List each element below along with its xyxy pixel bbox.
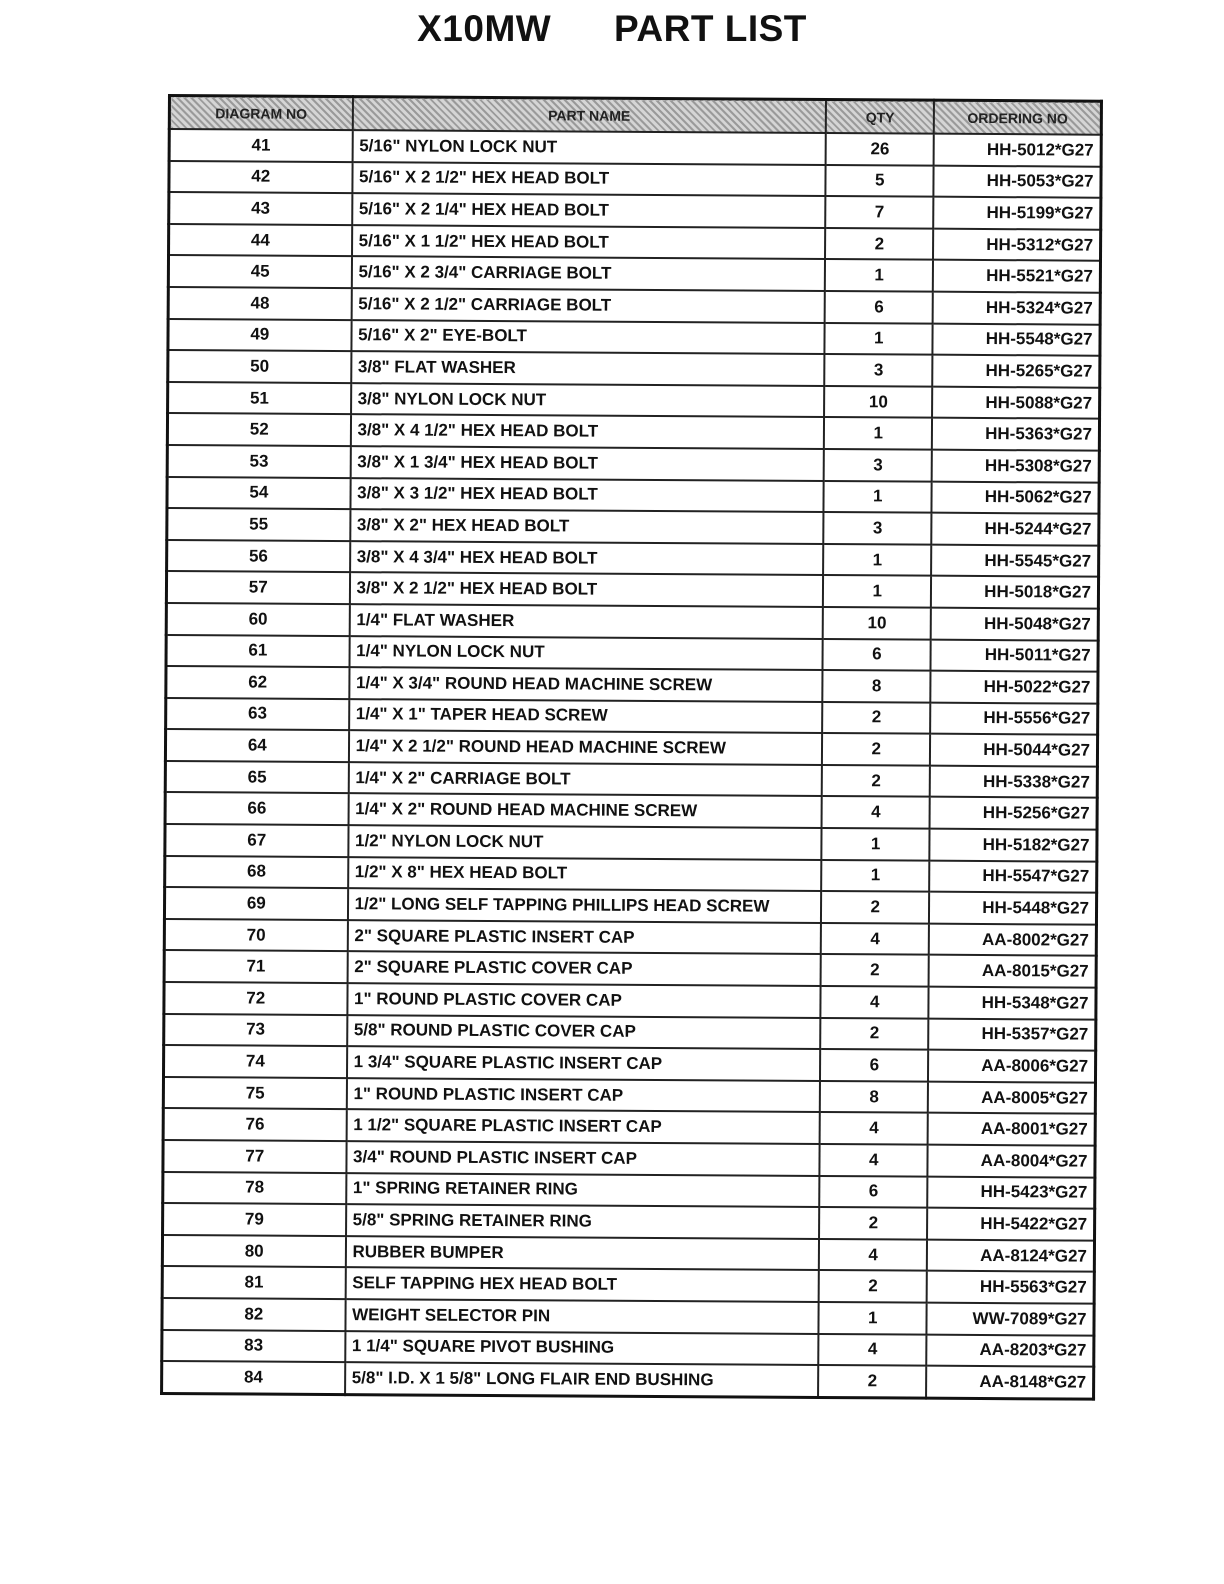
ordering-no-cell: HH-5048*G27 bbox=[931, 608, 1098, 641]
qty-cell: 2 bbox=[821, 891, 930, 923]
diagram-no-cell: 55 bbox=[167, 508, 350, 541]
ordering-no-cell: AA-8004*G27 bbox=[928, 1145, 1095, 1178]
ordering-no-cell: HH-5357*G27 bbox=[929, 1018, 1096, 1051]
col-header-ordering-no: ORDERING NO bbox=[934, 100, 1101, 135]
qty-cell: 1 bbox=[825, 323, 934, 355]
model-number: X10MW bbox=[417, 8, 552, 49]
diagram-no-cell: 62 bbox=[166, 666, 349, 699]
diagram-no-cell: 83 bbox=[162, 1330, 345, 1363]
ordering-no-cell: HH-5563*G27 bbox=[927, 1271, 1094, 1304]
part-name-cell: 3/8" FLAT WASHER bbox=[351, 351, 825, 385]
ordering-no-cell: HH-5324*G27 bbox=[933, 292, 1100, 325]
part-name-cell: 1" SPRING RETAINER RING bbox=[346, 1173, 820, 1207]
part-name-cell: 3/8" X 4 3/4" HEX HEAD BOLT bbox=[350, 541, 824, 575]
part-name-cell: 5/16" X 2 3/4" CARRIAGE BOLT bbox=[351, 256, 825, 290]
diagram-no-cell: 63 bbox=[166, 698, 349, 731]
ordering-no-cell: HH-5545*G27 bbox=[932, 544, 1099, 577]
diagram-no-cell: 84 bbox=[162, 1361, 345, 1394]
part-name-cell: 2" SQUARE PLASTIC INSERT CAP bbox=[347, 920, 821, 954]
diagram-no-cell: 61 bbox=[166, 634, 349, 667]
qty-cell: 1 bbox=[821, 828, 930, 860]
part-name-cell: 5/16" NYLON LOCK NUT bbox=[352, 130, 826, 164]
diagram-no-cell: 66 bbox=[165, 792, 348, 825]
part-name-cell: 1/4" FLAT WASHER bbox=[349, 604, 823, 638]
ordering-no-cell: HH-5312*G27 bbox=[933, 228, 1100, 261]
part-name-cell: 3/8" X 1 3/4" HEX HEAD BOLT bbox=[350, 446, 824, 480]
qty-cell: 3 bbox=[823, 512, 932, 544]
qty-cell: 1 bbox=[825, 259, 934, 291]
diagram-no-cell: 75 bbox=[163, 1077, 346, 1110]
diagram-no-cell: 51 bbox=[168, 382, 351, 415]
part-name-cell: 3/8" NYLON LOCK NUT bbox=[351, 383, 825, 417]
ordering-no-cell: HH-5363*G27 bbox=[932, 418, 1099, 451]
ordering-no-cell: HH-5199*G27 bbox=[934, 197, 1101, 230]
part-name-cell: 3/8" X 2 1/2" HEX HEAD BOLT bbox=[349, 572, 823, 606]
diagram-no-cell: 49 bbox=[168, 319, 351, 352]
diagram-no-cell: 76 bbox=[163, 1108, 346, 1141]
ordering-no-cell: AA-8002*G27 bbox=[929, 924, 1096, 957]
ordering-no-cell: HH-5448*G27 bbox=[929, 892, 1096, 925]
ordering-no-cell: AA-8015*G27 bbox=[929, 955, 1096, 988]
diagram-no-cell: 73 bbox=[164, 1014, 347, 1047]
ordering-no-cell: HH-5044*G27 bbox=[930, 734, 1097, 767]
diagram-no-cell: 52 bbox=[167, 413, 350, 446]
ordering-no-cell: HH-5423*G27 bbox=[928, 1176, 1095, 1209]
qty-cell: 2 bbox=[822, 733, 931, 765]
ordering-no-cell: AA-8001*G27 bbox=[928, 1113, 1095, 1146]
diagram-no-cell: 70 bbox=[164, 919, 347, 952]
ordering-no-cell: HH-5088*G27 bbox=[932, 386, 1099, 419]
diagram-no-cell: 79 bbox=[163, 1203, 346, 1236]
qty-cell: 2 bbox=[820, 1018, 929, 1050]
diagram-no-cell: 57 bbox=[166, 571, 349, 604]
qty-cell: 2 bbox=[819, 1270, 928, 1302]
qty-cell: 2 bbox=[819, 1207, 928, 1239]
diagram-no-cell: 67 bbox=[165, 824, 348, 857]
qty-cell: 1 bbox=[824, 481, 933, 513]
ordering-no-cell: HH-5244*G27 bbox=[932, 513, 1099, 546]
ordering-no-cell: HH-5422*G27 bbox=[927, 1208, 1094, 1241]
qty-cell: 4 bbox=[820, 1112, 929, 1144]
part-name-cell: 1" ROUND PLASTIC INSERT CAP bbox=[346, 1078, 820, 1112]
qty-cell: 1 bbox=[821, 860, 930, 892]
ordering-no-cell: AA-8203*G27 bbox=[927, 1334, 1094, 1367]
diagram-no-cell: 54 bbox=[167, 477, 350, 510]
qty-cell: 4 bbox=[822, 796, 931, 828]
ordering-no-cell: HH-5265*G27 bbox=[933, 355, 1100, 388]
qty-cell: 7 bbox=[825, 196, 934, 228]
diagram-no-cell: 69 bbox=[164, 887, 347, 920]
ordering-no-cell: AA-8005*G27 bbox=[928, 1081, 1095, 1114]
ordering-no-cell: HH-5547*G27 bbox=[930, 860, 1097, 893]
part-name-cell: 1" ROUND PLASTIC COVER CAP bbox=[347, 983, 821, 1017]
qty-cell: 1 bbox=[823, 544, 932, 576]
ordering-no-cell: HH-5256*G27 bbox=[930, 797, 1097, 830]
qty-cell: 4 bbox=[819, 1144, 928, 1176]
part-name-cell: 3/8" X 4 1/2" HEX HEAD BOLT bbox=[350, 414, 824, 448]
page-title bbox=[0, 8, 1224, 50]
ordering-no-cell: HH-5308*G27 bbox=[932, 450, 1099, 483]
part-name-cell: 5/16" X 2 1/2" CARRIAGE BOLT bbox=[351, 288, 825, 322]
diagram-no-cell: 82 bbox=[162, 1298, 345, 1331]
part-name-cell: 3/8" X 2" HEX HEAD BOLT bbox=[350, 509, 824, 543]
part-name-cell: 2" SQUARE PLASTIC COVER CAP bbox=[347, 952, 821, 986]
table-row bbox=[162, 1361, 1094, 1399]
part-name-cell: 1/4" NYLON LOCK NUT bbox=[349, 636, 823, 670]
part-name-cell: 1/4" X 2 1/2" ROUND HEAD MACHINE SCREW bbox=[349, 730, 823, 764]
qty-cell: 2 bbox=[825, 228, 934, 260]
part-name-cell: 1 1/2" SQUARE PLASTIC INSERT CAP bbox=[346, 1110, 820, 1144]
diagram-no-cell: 42 bbox=[169, 161, 352, 194]
diagram-no-cell: 80 bbox=[162, 1235, 345, 1268]
part-name-cell: 3/8" X 3 1/2" HEX HEAD BOLT bbox=[350, 478, 824, 512]
parts-table-body bbox=[162, 129, 1102, 1399]
qty-cell: 5 bbox=[825, 165, 934, 197]
qty-cell: 4 bbox=[820, 986, 929, 1018]
qty-cell: 2 bbox=[818, 1365, 927, 1398]
part-name-cell: 1/4" X 2" ROUND HEAD MACHINE SCREW bbox=[348, 794, 822, 828]
qty-cell: 10 bbox=[824, 386, 933, 418]
diagram-no-cell: 78 bbox=[163, 1172, 346, 1205]
part-name-cell: 5/16" X 1 1/2" HEX HEAD BOLT bbox=[352, 225, 826, 259]
col-header-diagram-no: DIAGRAM NO bbox=[169, 96, 352, 131]
ordering-no-cell: HH-5348*G27 bbox=[929, 987, 1096, 1020]
col-header-part-name: PART NAME bbox=[352, 97, 826, 133]
part-name-cell: 1/4" X 1" TAPER HEAD SCREW bbox=[349, 699, 823, 733]
qty-cell: 26 bbox=[826, 133, 935, 165]
part-name-cell: 1/2" NYLON LOCK NUT bbox=[348, 825, 822, 859]
part-name-cell: 1 1/4" SQUARE PIVOT BUSHING bbox=[345, 1331, 819, 1365]
diagram-no-cell: 77 bbox=[163, 1140, 346, 1173]
ordering-no-cell: WW-7089*G27 bbox=[927, 1303, 1094, 1336]
diagram-no-cell: 45 bbox=[168, 255, 351, 288]
part-name-cell: 5/16" X 2 1/4" HEX HEAD BOLT bbox=[352, 193, 826, 227]
diagram-no-cell: 43 bbox=[169, 192, 352, 225]
ordering-no-cell: HH-5012*G27 bbox=[934, 134, 1101, 167]
qty-cell: 2 bbox=[821, 954, 930, 986]
diagram-no-cell: 50 bbox=[168, 350, 351, 383]
part-name-cell: SELF TAPPING HEX HEAD BOLT bbox=[345, 1267, 819, 1301]
qty-cell: 8 bbox=[820, 1081, 929, 1113]
diagram-no-cell: 56 bbox=[167, 540, 350, 573]
qty-cell: 3 bbox=[824, 354, 933, 386]
qty-cell: 6 bbox=[825, 291, 934, 323]
qty-cell: 3 bbox=[824, 449, 933, 481]
qty-cell: 8 bbox=[822, 670, 931, 702]
ordering-no-cell: HH-5556*G27 bbox=[931, 702, 1098, 735]
qty-cell: 4 bbox=[819, 1239, 928, 1271]
ordering-no-cell: HH-5521*G27 bbox=[933, 260, 1100, 293]
part-name-cell: 3/4" ROUND PLASTIC INSERT CAP bbox=[346, 1141, 820, 1175]
diagram-no-cell: 71 bbox=[164, 950, 347, 983]
ordering-no-cell: HH-5182*G27 bbox=[930, 829, 1097, 862]
part-name-cell: 5/16" X 2 1/2" HEX HEAD BOLT bbox=[352, 162, 826, 196]
qty-cell: 1 bbox=[824, 417, 933, 449]
col-header-qty: QTY bbox=[826, 100, 935, 134]
table-header-row bbox=[169, 96, 1101, 135]
ordering-no-cell: HH-5053*G27 bbox=[934, 165, 1101, 198]
diagram-no-cell: 44 bbox=[169, 224, 352, 257]
part-name-cell: 1 3/4" SQUARE PLASTIC INSERT CAP bbox=[347, 1046, 821, 1080]
part-name-cell: 1/2" X 8" HEX HEAD BOLT bbox=[348, 857, 822, 891]
qty-cell: 2 bbox=[822, 702, 931, 734]
qty-cell: 2 bbox=[822, 765, 931, 797]
ordering-no-cell: HH-5011*G27 bbox=[931, 639, 1098, 672]
diagram-no-cell: 48 bbox=[168, 287, 351, 320]
ordering-no-cell: HH-5022*G27 bbox=[931, 671, 1098, 704]
part-name-cell: 5/8" I.D. X 1 5/8" LONG FLAIR END BUSHING bbox=[345, 1362, 819, 1397]
qty-cell: 6 bbox=[819, 1176, 928, 1208]
diagram-no-cell: 81 bbox=[162, 1266, 345, 1299]
ordering-no-cell: HH-5548*G27 bbox=[933, 323, 1100, 356]
diagram-no-cell: 68 bbox=[165, 856, 348, 889]
qty-cell: 1 bbox=[819, 1302, 928, 1334]
diagram-no-cell: 65 bbox=[165, 761, 348, 794]
qty-cell: 6 bbox=[823, 639, 932, 671]
ordering-no-cell: AA-8148*G27 bbox=[926, 1366, 1093, 1399]
diagram-no-cell: 72 bbox=[164, 982, 347, 1015]
ordering-no-cell: HH-5062*G27 bbox=[932, 481, 1099, 514]
diagram-no-cell: 53 bbox=[167, 445, 350, 478]
title-label: PART LIST bbox=[613, 8, 807, 49]
diagram-no-cell: 60 bbox=[166, 603, 349, 636]
part-name-cell: 5/8" SPRING RETAINER RING bbox=[346, 1204, 820, 1238]
part-name-cell: WEIGHT SELECTOR PIN bbox=[345, 1299, 819, 1333]
ordering-no-cell: AA-8124*G27 bbox=[927, 1239, 1094, 1272]
part-name-cell: 1/2" LONG SELF TAPPING PHILLIPS HEAD SCREW bbox=[348, 888, 822, 922]
ordering-no-cell: HH-5338*G27 bbox=[930, 766, 1097, 799]
ordering-no-cell: AA-8006*G27 bbox=[928, 1050, 1095, 1083]
qty-cell: 6 bbox=[820, 1049, 929, 1081]
qty-cell: 10 bbox=[823, 607, 932, 639]
diagram-no-cell: 41 bbox=[169, 129, 352, 162]
qty-cell: 4 bbox=[821, 923, 930, 955]
part-name-cell: 1/4" X 2" CARRIAGE BOLT bbox=[348, 762, 822, 796]
part-name-cell: 5/16" X 2" EYE-BOLT bbox=[351, 320, 825, 354]
part-name-cell: 1/4" X 3/4" ROUND HEAD MACHINE SCREW bbox=[349, 667, 823, 701]
part-name-cell: RUBBER BUMPER bbox=[345, 1236, 819, 1270]
diagram-no-cell: 74 bbox=[163, 1045, 346, 1078]
qty-cell: 1 bbox=[823, 575, 932, 607]
parts-table bbox=[160, 94, 1103, 1400]
part-name-cell: 5/8" ROUND PLASTIC COVER CAP bbox=[347, 1015, 821, 1049]
diagram-no-cell: 64 bbox=[165, 729, 348, 762]
ordering-no-cell: HH-5018*G27 bbox=[931, 576, 1098, 609]
qty-cell: 4 bbox=[818, 1334, 927, 1366]
